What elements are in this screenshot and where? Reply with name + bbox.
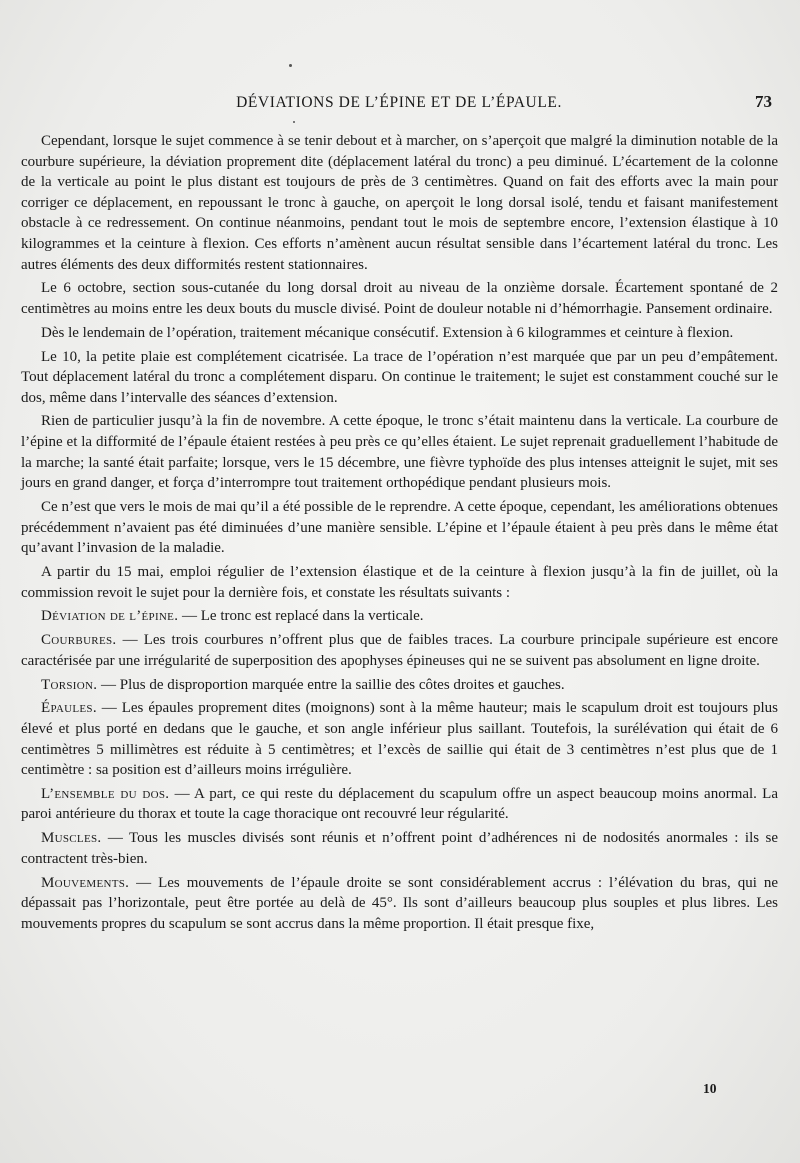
running-title: DÉVIATIONS DE L’ÉPINE ET DE L’ÉPAULE.: [236, 94, 562, 111]
section-heading: L’ensemble du dos.: [41, 785, 170, 802]
section-heading: Mouvements.: [41, 874, 130, 891]
section-heading: Muscles.: [41, 830, 102, 847]
section-heading: Torsion.: [41, 676, 98, 693]
paragraph: A partir du 15 mai, emploi régulier de l’extension élastique et de la ceinture à flexion jusqu’à la fin de juillet, où la commission revoit le sujet pour la dernière fois, et constate les résultats suivants :: [21, 564, 778, 601]
ink-speck: [293, 121, 295, 123]
section-deviation: Déviation de l’épine. — Le tronc est replacé dans la verticale.: [41, 608, 424, 625]
section-epaules: Épaules. — Les épaules proprement dites (moignons) sont à la même hauteur; mais le scapulum droit est toujours plus élevé et plus porté en dedans que le gauche, et son angle inférieur plus saillant. Toutefois, la surélévation qui était de 6 centimètres 5 millimètres est réduite à 5 centimètres; et l’excès de saillie qui était de 3 centimètres n’est plus que de 1 centimètre : sa position est d’ailleurs moins irrégulière.: [21, 700, 778, 779]
paragraph: Ce n’est que vers le mois de mai qu’il a été possible de le reprendre. A cette époque, cependant, les améliorations obtenues précédemment n’avaient pas été diminuées d’une manière sensible. L’épine et l’épaule étaient à peu près dans le même état qu’avant l’invasion de la maladie.: [21, 499, 778, 557]
section-torsion: Torsion. — Plus de disproportion marquée entre la saillie des côtes droites et gauches.: [41, 676, 565, 693]
section-heading: Épaules.: [41, 700, 97, 717]
section-muscles: Muscles. — Tous les muscles divisés sont réunis et n’offrent point d’adhérences ni de nodosités anormales : ils se contractent très-bien.: [21, 830, 778, 867]
page-header: [26, 92, 772, 116]
paragraph: Le 10, la petite plaie est complétement cicatrisée. La trace de l’opération n’est marquée que par un peu d’empâtement. Tout déplacement latéral du tronc a complétement disparu. On continue le traitement; le sujet est constamment couché sur le dos, même dans l’intervalle des séances d’extension.: [21, 348, 778, 406]
paragraph: Le 6 octobre, section sous-cutanée du long dorsal droit au niveau de la onzième dorsale. Écartement spontané de 2 centimètres au moins entre les deux bouts du muscle divisé. Point de douleur notable ni d’hémorrhagie. Pansement ordinaire.: [21, 280, 778, 317]
section-courbures: Courbures. — Les trois courbures n’offrent plus que de faibles traces. La courbure principale supérieure est encore caractérisée par une irrégularité de superposition des apophyses épineuses qui ne se suivent pas absolument en ligne droite.: [21, 632, 778, 669]
section-heading: Déviation de l’épine.: [41, 608, 179, 625]
signature-mark: 10: [703, 1081, 717, 1096]
body-text: [21, 131, 778, 938]
page-number: 73: [755, 92, 772, 111]
paragraph: Cependant, lorsque le sujet commence à se tenir debout et à marcher, on s’aperçoit que malgré la diminution notable de la courbure supérieure, la déviation proprement dite (déplacement latéral du tronc) a peu diminué. L’écartement de la colonne de la verticale au point le plus distant est toujours de près de 3 centimètres. Quand on fait des efforts avec la main pour corriger ce déplacement, en repoussant le tronc à gauche, on aperçoit le long dorsal isolé, tendu et faisant manifestement obstacle à ce redressement. On continue néanmoins, pendant tout le mois de septembre encore, l’extension élastique à 10 kilogrammes et la ceinture à flexion. Ces efforts n’amènent aucun résultat sensible dans l’écartement latéral du tronc. Les autres éléments des deux difformités restent stationnaires.: [21, 133, 778, 273]
section-mouvements: Mouvements. — Les mouvements de l’épaule droite se sont considérablement accrus : l’élévation du bras, qui ne dépassait pas l’horizontale, peut être portée au delà de 45°. Ils sont d’ailleurs beaucoup plus souples et plus libres. Les mouvements propres du scapulum se sont accrus dans la même proportion. Il était presque fixe,: [21, 874, 778, 932]
section-ensemble-du-dos: L’ensemble du dos. — A part, ce qui reste du déplacement du scapulum offre un aspect beaucoup moins anormal. La paroi antérieure du thorax et toute la cage thoracique ont recouvré leur régularité.: [21, 785, 778, 823]
section-heading: Courbures.: [41, 632, 117, 649]
paragraph: Dès le lendemain de l’opération, traitement mécanique consécutif. Extension à 6 kilogrammes et ceinture à flexion.: [41, 324, 734, 341]
ink-speck: [289, 64, 292, 67]
paragraph: Rien de particulier jusqu’à la fin de novembre. A cette époque, le tronc s’était maintenu dans la verticale. La courbure de l’épine et la difformité de l’épaule étaient restées à peu près ce qu’elles étaient. Le sujet reprenait graduellement l’habitude de la marche; la santé était parfaite; lorsque, vers le 15 décembre, une fièvre typhoïde des plus intenses atteignit le sujet, mit ses jours en grand danger, et força d’interrompre tout traitement orthopédique pendant plusieurs mois.: [21, 413, 778, 492]
